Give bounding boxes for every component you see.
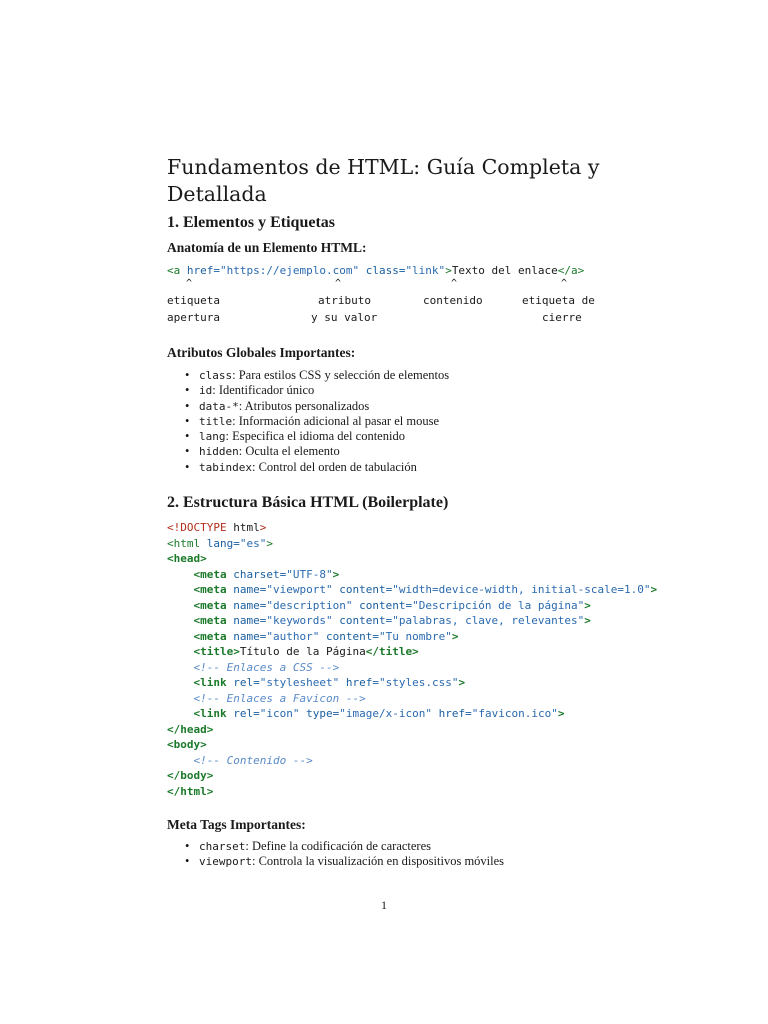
section-heading-elements: 1. Elementos y Etiquetas <box>167 214 335 231</box>
list-item: • viewport: Controla la visualización en dispositivos móviles <box>167 854 504 869</box>
list-item: • lang: Especifica el idioma del contenido <box>167 429 449 444</box>
code-close-tag: </a> <box>557 264 585 277</box>
label-open-tag-1: etiqueta <box>167 294 220 307</box>
list-item: • charset: Define la codificación de caracteres <box>167 839 504 854</box>
code-href-attr: href= <box>186 264 220 277</box>
list-item: • tabindex: Control del orden de tabulación <box>167 460 449 475</box>
meta-tags-list <box>167 839 504 870</box>
label-content: contenido <box>423 294 483 307</box>
global-attrs-list <box>167 368 449 475</box>
label-attr-2: y su valor <box>311 311 378 324</box>
label-attr-1: atributo <box>318 294 371 307</box>
code-open-gt: > <box>445 264 452 277</box>
list-item: • hidden: Oculta el elemento <box>167 444 449 459</box>
caret-marker-attr: ^ <box>335 278 342 289</box>
list-item: • id: Identificador único <box>167 383 449 398</box>
label-open-tag-2: apertura <box>167 311 220 324</box>
boilerplate-code-block: <!DOCTYPE html> <html lang="es"> <head> <meta charset="UTF-8"> <meta name="viewport" content="width=device-width, initial-scale=1.0"> <meta name="description" content="Descripción de la página"> <meta name="keywords" content="palabras, clave, relevantes"> <meta name="author" content="Tu nombre"> <title>Título de la Página</title> <!-- Enlaces a CSS --> <link rel="stylesheet" href="styles.css"> <!-- Enlaces a Favicon --> <link rel="icon" type="image/x-icon" href="favicon.ico"> </head> <body> <!-- Contenido --> </body> </html> <box>167 521 658 798</box>
caret-marker-content: ^ <box>451 278 458 289</box>
caret-marker-open: ^ <box>186 278 193 289</box>
code-href-value: "https://ejemplo.com" <box>220 264 360 277</box>
label-close-tag-1: etiqueta de <box>522 294 595 307</box>
anatomy-code-line <box>167 263 584 279</box>
global-attrs-heading: Atributos Globales Importantes: <box>167 345 356 360</box>
code-open-tag: <a <box>167 264 187 277</box>
page-number: 1 <box>381 898 387 912</box>
label-close-tag-2: cierre <box>542 311 582 324</box>
code-content: Texto del enlace <box>451 264 558 277</box>
caret-marker-close: ^ <box>561 278 568 289</box>
section-heading-boilerplate: 2. Estructura Básica HTML (Boilerplate) <box>167 494 449 511</box>
list-item: • title: Información adicional al pasar el mouse <box>167 414 449 429</box>
list-item: • class: Para estilos CSS y selección de elementos <box>167 368 449 383</box>
meta-tags-heading: Meta Tags Importantes: <box>167 817 306 832</box>
document-title: Fundamentos de HTML: Guía Completa y Detallada <box>167 155 600 206</box>
anatomy-heading: Anatomía de un Elemento HTML: <box>167 240 367 255</box>
code-class-attr: class= <box>359 264 406 277</box>
list-item: • data-*: Atributos personalizados <box>167 399 449 414</box>
code-class-value: "link" <box>405 264 446 277</box>
